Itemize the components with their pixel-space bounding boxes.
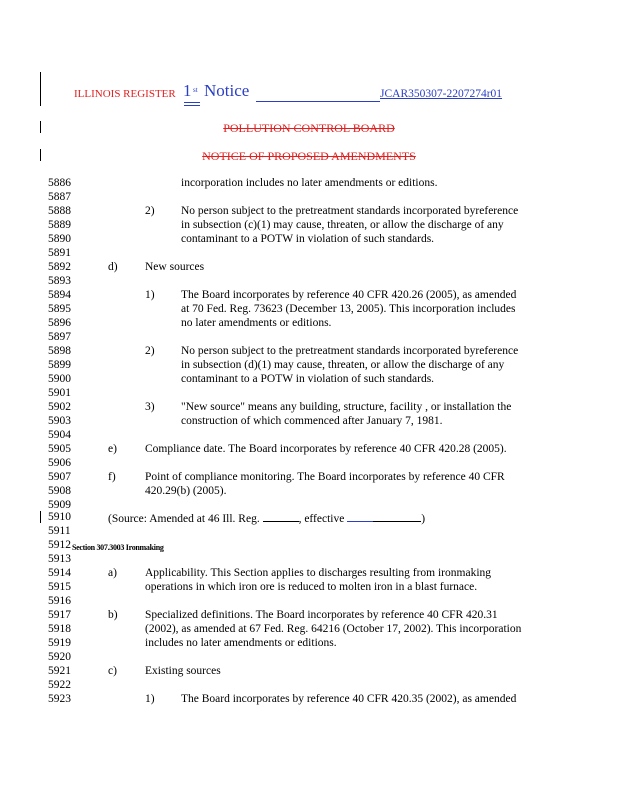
line-number: 5887 xyxy=(48,191,71,203)
line-number: 5889 xyxy=(48,219,71,231)
register-page-blank xyxy=(263,511,299,522)
item-label: 2) xyxy=(145,205,155,217)
line-text: The Board incorporates by reference 40 CFR 420.26 (2005), as amended xyxy=(181,289,517,301)
line-text: Existing sources xyxy=(145,665,221,677)
line-text: in subsection (d)(1) may cause, threaten, or allow the discharge of any xyxy=(181,359,505,371)
line-number: 5896 xyxy=(48,317,71,329)
item-label: d) xyxy=(108,261,118,273)
item-label: f) xyxy=(108,471,116,483)
line-number: 5895 xyxy=(48,303,71,315)
line-number: 5886 xyxy=(48,177,71,189)
source-prefix: (Source: Amended at 46 Ill. Reg. xyxy=(108,513,263,525)
line-number: 5892 xyxy=(48,261,71,273)
line-number: 5920 xyxy=(48,651,71,663)
line-number: 5922 xyxy=(48,679,71,691)
line-text: incorporation includes no later amendments or editions. xyxy=(181,177,438,189)
effective-date-blank xyxy=(373,511,421,522)
effective-date-blank-inserted xyxy=(347,511,373,522)
insert-underline xyxy=(184,102,200,103)
line-text: (2002), as amended at 67 Fed. Reg. 64216 (October 17, 2002). This incorporation xyxy=(145,623,522,635)
line-number: 5923 xyxy=(48,693,71,705)
line-text: construction of which commenced after January 7, 1981. xyxy=(181,415,443,427)
line-text: Point of compliance monitoring. The Board incorporates by reference 40 CFR xyxy=(145,471,505,483)
insert-underline xyxy=(256,101,380,102)
item-label: e) xyxy=(108,443,117,455)
item-label: 2) xyxy=(145,345,155,357)
item-label: a) xyxy=(108,567,117,579)
line-text: no later amendments or editions. xyxy=(181,317,332,329)
line-text: No person subject to the pretreatment standards incorporated byreference xyxy=(181,205,519,217)
line-number: 5888 xyxy=(48,205,71,217)
line-number: 5899 xyxy=(48,359,71,371)
section-heading: Section 307.3003 Ironmaking xyxy=(72,543,164,552)
line-number: 5903 xyxy=(48,415,71,427)
line-number: 5913 xyxy=(48,553,71,565)
line-number: 5900 xyxy=(48,373,71,385)
line-number: 5911 xyxy=(48,525,71,537)
line-text: includes no later amendments or editions. xyxy=(145,637,337,649)
line-number: 5921 xyxy=(48,665,71,677)
line-number: 5909 xyxy=(48,499,71,511)
line-number: 5898 xyxy=(48,345,71,357)
line-number: 5894 xyxy=(48,289,71,301)
line-text: 420.29(b) (2005). xyxy=(145,485,227,497)
line-number: 5890 xyxy=(48,233,71,245)
line-number: 5891 xyxy=(48,247,71,259)
item-label: b) xyxy=(108,609,118,621)
notice-label: Notice xyxy=(204,81,250,100)
line-number: 5919 xyxy=(48,637,71,649)
page-number: 1 xyxy=(183,81,192,100)
line-text: in subsection (c)(1) may cause, threaten, or allow the discharge of any xyxy=(181,219,504,231)
page-number-sup: st xyxy=(193,86,198,94)
item-label: 3) xyxy=(145,401,155,413)
jcar-number: JCAR350307-2207274r01 xyxy=(380,88,503,100)
line-text: operations in which iron ore is reduced to molten iron in a blast furnace. xyxy=(145,581,478,593)
line-number: 5897 xyxy=(48,331,71,343)
line-number: 5918 xyxy=(48,623,71,635)
item-label: c) xyxy=(108,665,117,677)
line-number: 5916 xyxy=(48,595,71,607)
line-number: 5912 xyxy=(48,539,71,551)
line-text: Applicability. This Section applies to discharges resulting from ironmaking xyxy=(145,567,492,579)
line-number: 5908 xyxy=(48,485,71,497)
line-number: 5915 xyxy=(48,581,71,593)
change-bar xyxy=(40,72,41,106)
line-text: "New source" means any building, structure, facility , or installation the xyxy=(181,401,512,413)
line-text: contaminant to a POTW in violation of such standards. xyxy=(181,233,435,245)
line-number: 5901 xyxy=(48,387,71,399)
board-title: POLLUTION CONTROL BOARD xyxy=(223,121,395,135)
source-mid: , effective xyxy=(298,513,348,525)
line-text: at 70 Fed. Reg. 73623 (December 13, 2005). This incorporation includes xyxy=(181,303,516,315)
line-text: New sources xyxy=(145,261,205,273)
insert-underline xyxy=(184,105,200,106)
line-number: 5904 xyxy=(48,429,71,441)
line-text: No person subject to the pretreatment standards incorporated byreference xyxy=(181,345,519,357)
line-number: 5893 xyxy=(48,275,71,287)
source-note xyxy=(108,511,425,526)
register-title: ILLINOIS REGISTER xyxy=(74,88,176,100)
line-number: 5906 xyxy=(48,457,71,469)
item-label: 1) xyxy=(145,289,155,301)
line-text: Compliance date. The Board incorporates by reference 40 CFR 420.28 (2005). xyxy=(145,443,507,455)
source-suffix: ) xyxy=(421,513,426,525)
line-text: Specialized definitions. The Board incorporates by reference 40 CFR 420.31 xyxy=(145,609,498,621)
change-bar xyxy=(40,511,41,523)
line-number: 5907 xyxy=(48,471,71,483)
line-number: 5905 xyxy=(48,443,71,455)
line-number: 5902 xyxy=(48,401,71,413)
line-number: 5917 xyxy=(48,609,71,621)
line-text: contaminant to a POTW in violation of such standards. xyxy=(181,373,435,385)
line-text: The Board incorporates by reference 40 CFR 420.35 (2002), as amended xyxy=(181,693,517,705)
item-label: 1) xyxy=(145,693,155,705)
line-number: 5910 xyxy=(48,511,71,523)
notice-title: NOTICE OF PROPOSED AMENDMENTS xyxy=(202,149,416,163)
line-number: 5914 xyxy=(48,567,71,579)
